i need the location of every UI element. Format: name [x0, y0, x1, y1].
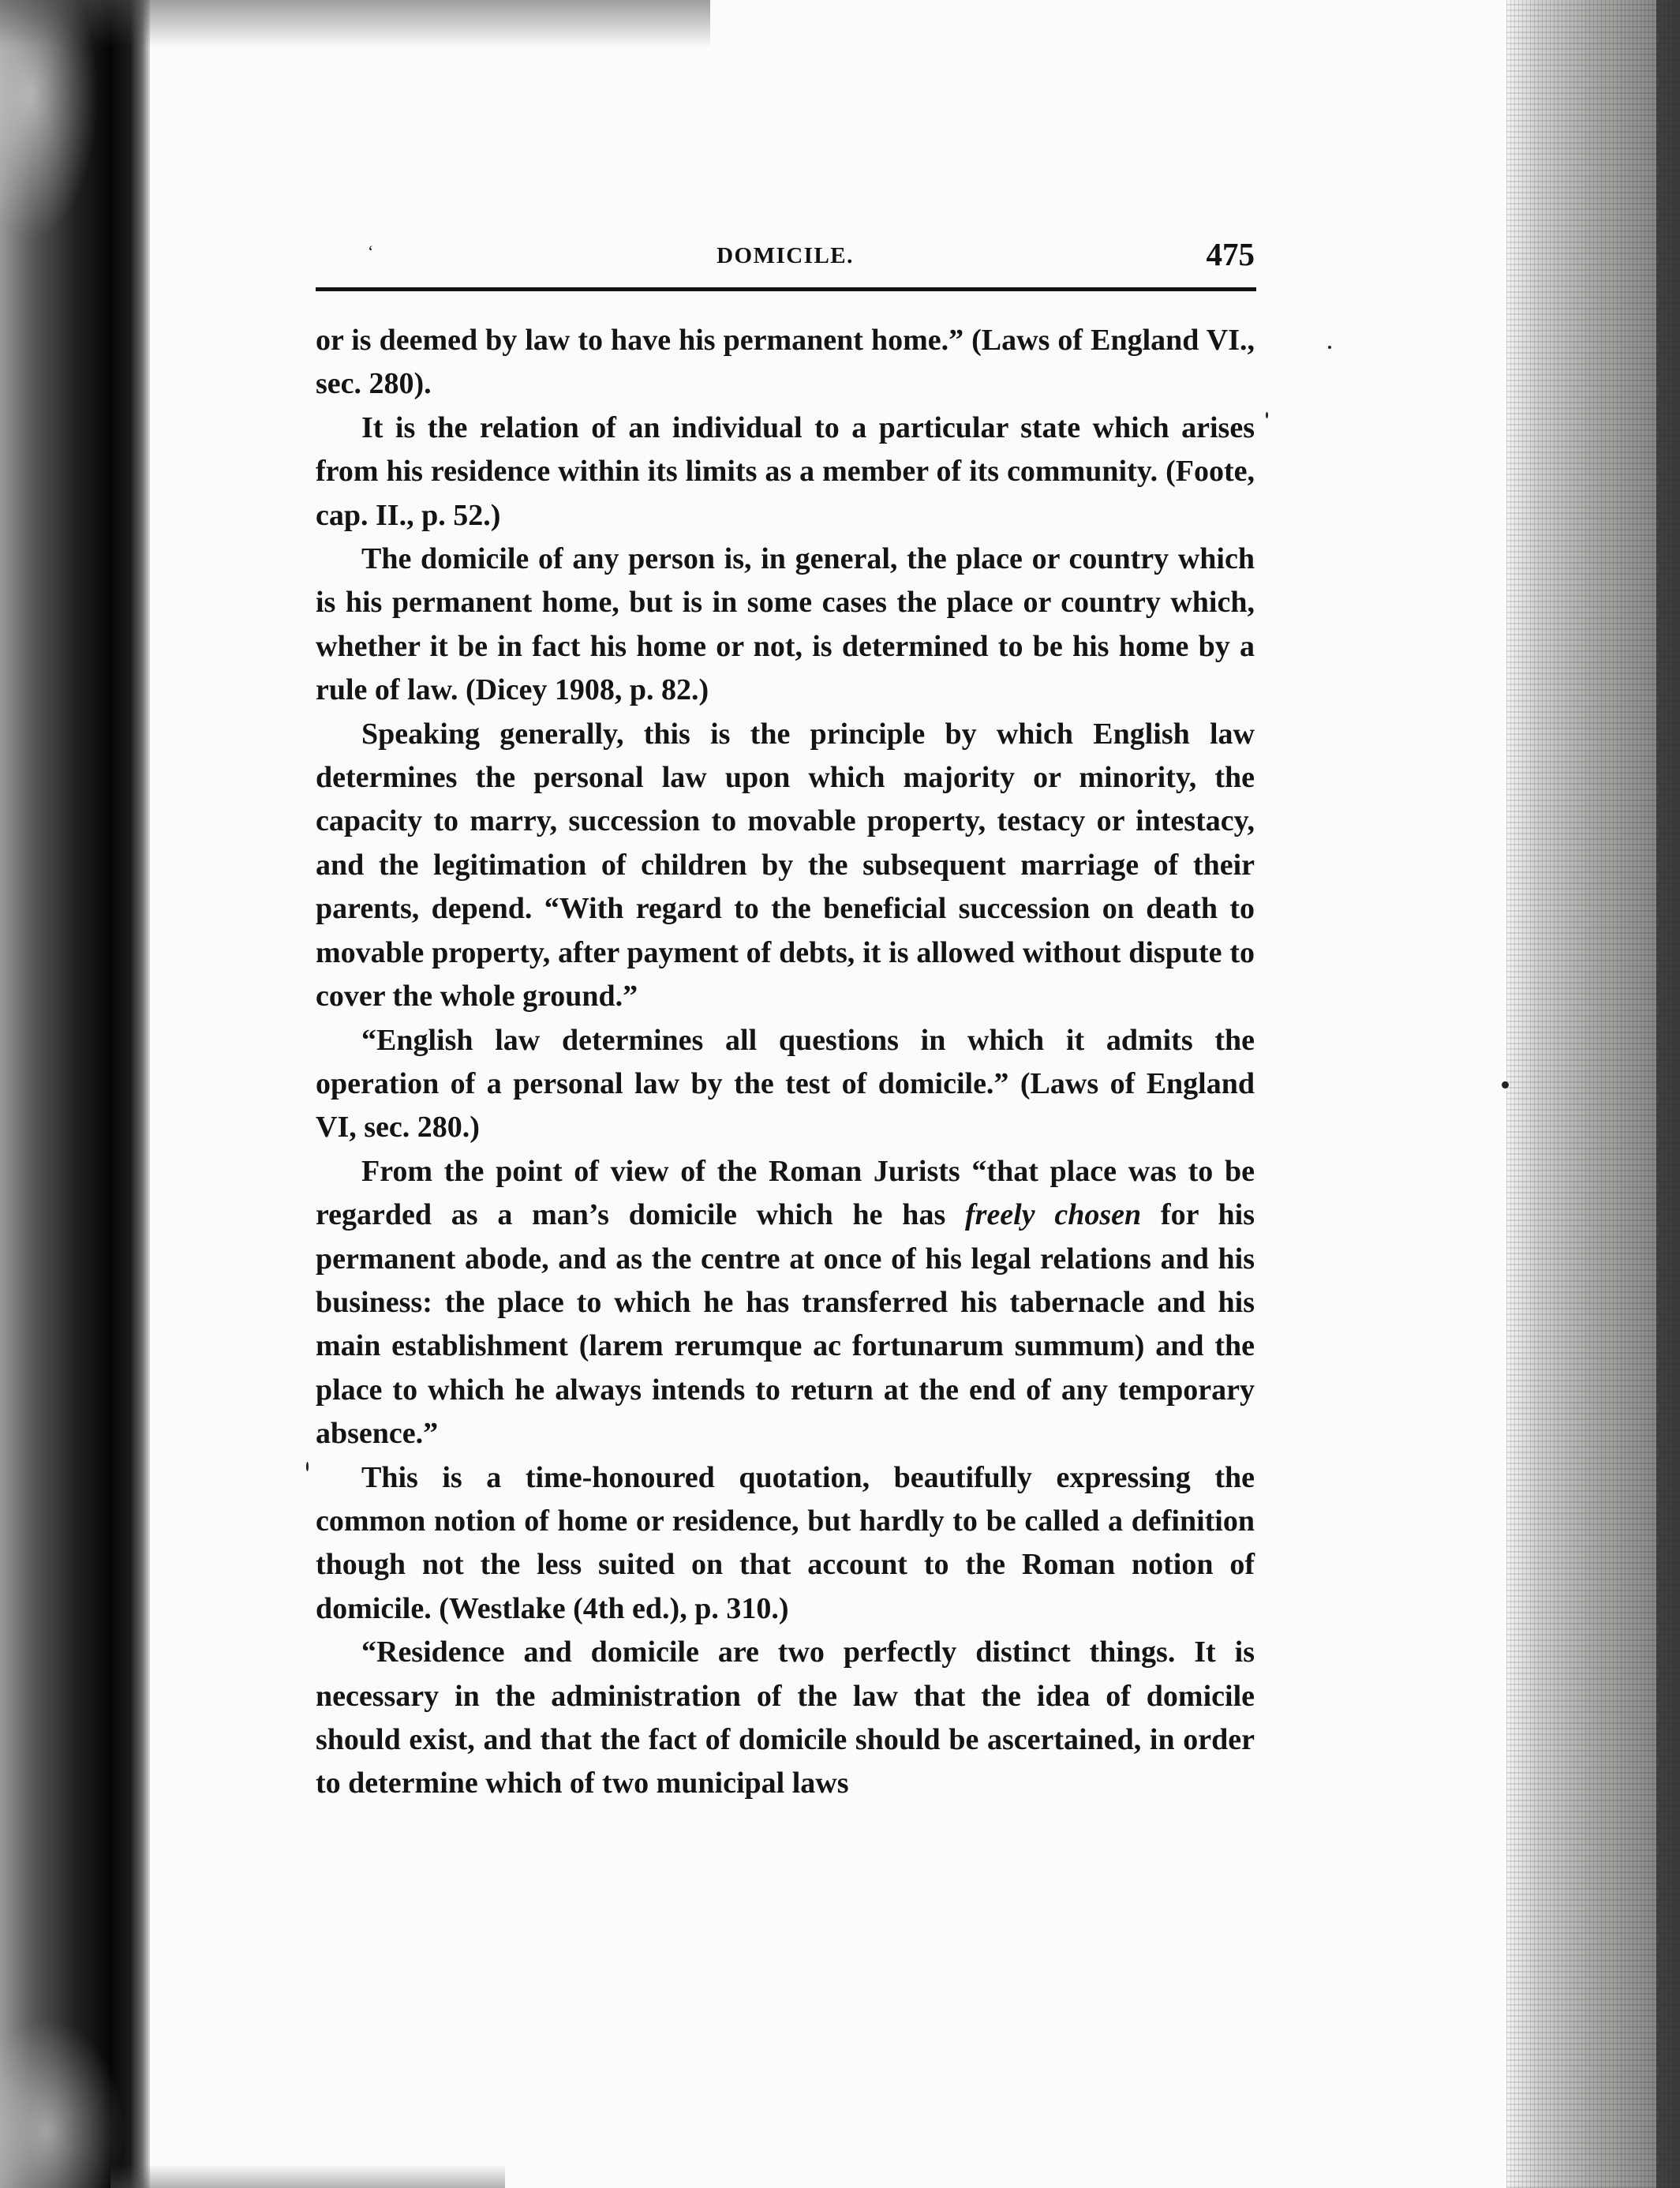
body-text	[316, 319, 1255, 1806]
paragraph-personal-law: “English law determines all questions in which it admits the operation of a personal law by the test of domicile.” (Laws of England VI, sec. 280.)	[316, 1023, 1255, 1145]
binding-shadow	[0, 0, 150, 2188]
page-number: 475	[1206, 236, 1255, 272]
paragraph-english-law-principle: Speaking generally, this is the principle by which English law determines the personal law upon which majority or minority, the capacity to marry, succession to movable property, testacy or intestacy, and the legitimation of children by the subsequent marriage of their parents, depend. “With regard to the beneficial succession on death to movable property, after payment of debts, it is allowed without dispute to cover the whole ground.”	[316, 717, 1255, 1013]
paragraph-residence-domicile: “Residence and domicile are two perfectly distinct things. It is necessary in the administration of the law that the idea of domicile should exist, and that the fact of domicile should be ascertained, in order to determine which of two municipal laws	[316, 1635, 1255, 1800]
paragraph-roman-jurists	[316, 1150, 1255, 1456]
top-edge-shadow	[0, 0, 710, 47]
ink-speck	[1266, 412, 1268, 418]
bottom-edge-shadow	[110, 2164, 505, 2188]
right-edge-shadow	[1656, 0, 1680, 2188]
ink-speck	[1502, 1081, 1509, 1088]
page-header	[316, 235, 1255, 284]
paragraph-westlake: This is a time-honoured quotation, beautifully expressing the common notion of home or residence, but hardly to be called a definition though not the less suited on that account to the Roman notion of domicile. (Westlake (4th ed.), p. 310.)	[316, 1460, 1255, 1625]
roman-jurists-text-after: for his permanent abode, and as the centre at once of his legal relations and his business: the place to which he has transferred his tabernacle and his main establishment (larem rerumque ac fortunarum summum) and the place to which he always intends to return at the end of any temporary absence.”	[316, 1198, 1255, 1451]
paragraph-dicey: The domicile of any person is, in general, the place or country which is his permanent home, but is in some cases the place or country which, whether it be in fact his home or not, is determined to be his home by a rule of law. (Dicey 1908, p. 82.)	[316, 542, 1255, 707]
roman-jurists-text-before: From the point of view of the Roman Jurists “that place was to be regarded as a man’s domicile which he has	[316, 1154, 1255, 1232]
stray-mark: ‘	[368, 242, 374, 261]
header-rule	[316, 287, 1256, 291]
paragraph-continuation: or is deemed by law to have his permanent home.” (Laws of England VI., sec. 280).	[316, 324, 1255, 401]
emphasis-freely-chosen: freely chosen	[965, 1198, 1142, 1232]
ink-speck	[306, 1462, 309, 1471]
ink-speck	[1328, 346, 1331, 349]
running-head: DOMICILE.	[717, 243, 854, 268]
paragraph-foote: It is the relation of an individual to a particular state which arises from his residence within its limits as a member of its community. (Foote, cap. II., p. 52.)	[316, 410, 1255, 532]
right-edge-bleed	[1506, 0, 1680, 2188]
